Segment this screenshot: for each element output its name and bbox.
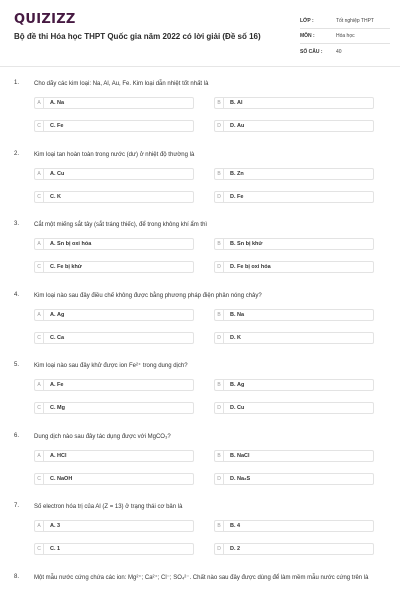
answer-option-box[interactable] — [34, 168, 194, 180]
meta-value: Tốt nghiệp THPT — [336, 18, 374, 24]
answer-value: Fe — [237, 193, 244, 200]
answer-letter: B — [215, 98, 224, 108]
answer-letter: C — [35, 544, 44, 554]
answer-key: C. — [50, 334, 56, 341]
question-number: 3. — [14, 221, 20, 227]
answer-letter: B — [215, 239, 224, 249]
answer-key: B. — [230, 523, 236, 529]
answer-text — [224, 100, 243, 106]
answer-key: A. — [50, 382, 56, 388]
answer-value: HCl — [57, 452, 67, 459]
question-item — [0, 501, 400, 572]
answer-value: Na₂S — [237, 475, 251, 482]
question-item — [0, 149, 400, 220]
answer-key: D. — [230, 193, 236, 200]
answer-text — [44, 264, 82, 270]
answer-key: A. — [50, 170, 56, 177]
answer-key: D. — [230, 546, 236, 552]
answer-option[interactable] — [214, 238, 374, 250]
answer-letter: C — [35, 192, 44, 202]
answer-key: B. — [230, 452, 236, 459]
answer-value: Ag — [57, 311, 65, 318]
answer-key: A. — [50, 523, 56, 529]
answer-option[interactable] — [214, 120, 374, 132]
answer-key: C. — [50, 123, 56, 129]
meta-row-class — [300, 14, 390, 29]
answer-text — [44, 476, 72, 482]
answer-value: Fe bị oxi hóa — [237, 264, 271, 270]
answer-key: C. — [50, 405, 56, 411]
answer-option[interactable] — [214, 261, 374, 273]
answer-text — [44, 194, 61, 200]
answer-key: A. — [50, 311, 56, 318]
answer-text — [224, 523, 240, 529]
answer-text — [224, 171, 244, 177]
answer-option[interactable] — [214, 543, 374, 555]
answer-text — [224, 382, 244, 388]
answer-letter: D — [215, 403, 224, 413]
answer-option-box[interactable] — [214, 120, 374, 132]
answer-key: B. — [230, 311, 236, 318]
answer-option-box[interactable] — [214, 520, 374, 532]
answer-letter: A — [35, 98, 44, 108]
meta-label: SỐ CÂU : — [300, 48, 323, 55]
answer-letter: C — [35, 121, 44, 131]
question-item — [0, 360, 400, 431]
answer-letter: A — [35, 239, 44, 249]
answer-option-box[interactable] — [34, 402, 194, 414]
answer-option[interactable] — [34, 379, 194, 391]
answer-key: B. — [230, 170, 236, 177]
answer-value: Sn bị oxi hóa — [57, 241, 92, 247]
answer-option[interactable] — [34, 309, 194, 321]
question-number: 6. — [14, 432, 20, 439]
answer-option[interactable] — [34, 543, 194, 555]
answer-option[interactable] — [214, 450, 374, 462]
answer-letter: A — [35, 169, 44, 179]
answer-option-box[interactable] — [34, 191, 194, 203]
answer-option[interactable] — [34, 168, 194, 180]
question-text: Cho dãy các kim loại: Na, Al, Au, Fe. Kim loại dẫn nhiệt tốt nhất là — [34, 81, 209, 87]
answer-option[interactable] — [214, 402, 374, 414]
answer-option[interactable] — [34, 450, 194, 462]
answer-option-box[interactable] — [34, 332, 194, 344]
answer-text — [44, 546, 60, 552]
answer-letter: C — [35, 403, 44, 413]
answer-option-box[interactable] — [34, 543, 194, 555]
answer-option[interactable] — [34, 120, 194, 132]
answer-key: C. — [50, 546, 56, 552]
answer-text — [44, 523, 60, 529]
question-number: 1. — [14, 80, 20, 86]
answer-key: B. — [230, 382, 236, 388]
answer-text — [44, 241, 91, 247]
answer-option[interactable] — [214, 332, 374, 344]
answer-option-box[interactable] — [214, 402, 374, 414]
answer-option-box[interactable] — [214, 238, 374, 250]
answer-text — [44, 312, 64, 318]
answer-letter: B — [215, 451, 224, 461]
answer-option-box[interactable] — [214, 450, 374, 462]
meta-label: MÔN : — [300, 33, 315, 39]
answer-key: B. — [230, 241, 236, 247]
answer-option-box[interactable] — [214, 97, 374, 109]
answer-option-box[interactable] — [214, 309, 374, 321]
answer-option[interactable] — [214, 97, 374, 109]
answer-option-box[interactable] — [214, 261, 374, 273]
answer-key: C. — [50, 193, 56, 200]
answer-letter: B — [215, 169, 224, 179]
answer-letter: B — [215, 380, 224, 390]
answer-value: Na — [57, 100, 65, 106]
answer-option-box[interactable] — [214, 473, 374, 485]
answer-option[interactable] — [34, 261, 194, 273]
answer-letter: A — [35, 451, 44, 461]
answer-text — [224, 241, 262, 247]
answer-value: 1 — [57, 546, 61, 552]
answer-text — [44, 335, 64, 341]
meta-label: LỚP : — [300, 18, 314, 24]
answer-option[interactable] — [214, 379, 374, 391]
question-number: 2. — [14, 150, 20, 157]
question-text: Một mẫu nước cứng chứa các ion: Mg²⁺; Ca²⁺; Cl⁻; SO₄²⁻. Chất nào sau đây được dùng để làm mềm mẫu nước cứng trên là — [34, 574, 369, 581]
answer-option-box[interactable] — [34, 238, 194, 250]
question-item — [0, 572, 400, 600]
answer-text — [224, 476, 250, 482]
answer-key: A. — [50, 100, 56, 106]
question-list — [0, 78, 400, 600]
answer-option[interactable] — [34, 191, 194, 203]
answer-text — [224, 264, 271, 270]
question-item — [0, 290, 400, 361]
answer-option-box[interactable] — [34, 450, 194, 462]
question-item — [0, 78, 400, 149]
answer-letter: A — [35, 380, 44, 390]
answer-letter: C — [35, 262, 44, 272]
header-divider — [0, 66, 400, 67]
question-text: Cắt một miếng sắt tây (sắt tráng thiếc), để trong không khí ẩm thì — [34, 222, 208, 228]
answer-text — [224, 453, 250, 459]
answer-value: Cu — [57, 170, 65, 177]
answer-letter: B — [215, 310, 224, 320]
answer-option[interactable] — [34, 97, 194, 109]
question-item — [0, 219, 400, 290]
question-number: 8. — [14, 573, 20, 580]
answer-option-box[interactable] — [34, 309, 194, 321]
answer-text — [44, 382, 63, 388]
answer-text — [224, 194, 243, 200]
answer-letter: D — [215, 192, 224, 202]
answer-option-box[interactable] — [34, 97, 194, 109]
answer-key: D. — [230, 334, 236, 341]
answer-value: K — [57, 193, 62, 200]
answer-key: C. — [50, 264, 56, 270]
answer-option[interactable] — [214, 473, 374, 485]
answer-text — [224, 405, 244, 411]
answer-value: Zn — [237, 170, 244, 177]
answer-option-box[interactable] — [214, 168, 374, 180]
answer-value: Au — [237, 123, 245, 129]
answer-letter: A — [35, 310, 44, 320]
answer-letter: D — [215, 262, 224, 272]
answer-value: Al — [237, 100, 243, 106]
answer-option[interactable] — [214, 309, 374, 321]
answer-option[interactable] — [34, 520, 194, 532]
answer-text — [224, 335, 241, 341]
worksheet-meta — [300, 14, 390, 59]
answer-key: D. — [230, 264, 236, 270]
question-number: 5. — [14, 362, 20, 368]
question-text: Kim loại nào sau đây khử được ion Fe²⁺ trong dung dịch? — [34, 363, 188, 369]
answer-text — [44, 123, 63, 129]
answer-letter: C — [35, 474, 44, 484]
answer-letter: B — [215, 521, 224, 531]
answer-option-box[interactable] — [34, 473, 194, 485]
answer-key: A. — [50, 452, 56, 459]
answer-letter: D — [215, 121, 224, 131]
answer-text — [224, 312, 244, 318]
answer-letter: D — [215, 474, 224, 484]
answer-option[interactable] — [214, 520, 374, 532]
answer-key: A. — [50, 241, 56, 247]
answer-value: Fe bị khử — [57, 264, 82, 270]
answer-value: Fe — [57, 382, 64, 388]
answer-option-box[interactable] — [34, 120, 194, 132]
answer-key: D. — [230, 405, 236, 411]
answer-option-box[interactable] — [34, 261, 194, 273]
answer-value: Cu — [237, 405, 245, 411]
answer-value: 4 — [237, 523, 241, 529]
answer-letter: A — [35, 521, 44, 531]
answer-text — [44, 100, 64, 106]
answer-value: NaCl — [237, 452, 250, 459]
answer-value: Fe — [57, 123, 64, 129]
answer-option-box[interactable] — [214, 379, 374, 391]
answer-text — [44, 405, 65, 411]
meta-row-count — [300, 44, 390, 59]
answer-text — [44, 171, 64, 177]
answer-letter: D — [215, 544, 224, 554]
answer-value: Sn bị khử — [237, 241, 263, 247]
answer-option-box[interactable] — [34, 379, 194, 391]
question-number: 4. — [14, 291, 20, 298]
answer-value: Na — [237, 311, 245, 318]
answer-value: Ca — [57, 334, 65, 341]
question-text: Số electron hóa trị của Al (Z = 13) ở trạng thái cơ bản là — [34, 504, 183, 510]
answer-option[interactable] — [34, 402, 194, 414]
answer-key: B. — [230, 100, 236, 106]
answer-value: Ag — [237, 382, 245, 388]
answer-value: NaOH — [57, 475, 73, 482]
answer-letter: C — [35, 333, 44, 343]
answer-option-box[interactable] — [214, 191, 374, 203]
answer-key: D. — [230, 123, 236, 129]
question-item — [0, 431, 400, 502]
answer-option[interactable] — [34, 473, 194, 485]
answer-option[interactable] — [34, 238, 194, 250]
answer-value: K — [237, 334, 242, 341]
worksheet-header — [0, 0, 400, 60]
question-text: Kim loại tan hoàn toàn trong nước (dư) ở nhiệt độ thường là — [34, 151, 195, 158]
answer-option-box[interactable] — [214, 332, 374, 344]
answer-option[interactable] — [214, 191, 374, 203]
answer-value: Mg — [57, 405, 65, 411]
meta-value: Hóa học — [336, 33, 355, 39]
answer-key: C. — [50, 475, 56, 482]
answer-text — [224, 546, 240, 552]
answer-value: 3 — [57, 523, 61, 529]
question-number: 7. — [14, 503, 20, 509]
answer-text — [224, 123, 244, 129]
answer-letter: D — [215, 333, 224, 343]
answer-value: 2 — [237, 546, 241, 552]
quizizz-logo: QUIZIZZ — [14, 12, 76, 27]
question-text: Dung dịch nào sau đây tác dụng được với MgCO₃? — [34, 433, 171, 440]
answer-option-box[interactable] — [214, 543, 374, 555]
answer-option-box[interactable] — [34, 520, 194, 532]
answer-option[interactable] — [34, 332, 194, 344]
question-text: Kim loại nào sau đây điều chế không được bằng phương pháp điện phân nóng chảy? — [34, 292, 262, 299]
meta-row-subject — [300, 29, 390, 44]
meta-value: 40 — [336, 48, 342, 55]
worksheet-title: Bộ đề thi Hóa học THPT Quốc gia năm 2022 có lời giải (Đề số 16) — [14, 32, 261, 41]
answer-text — [44, 453, 67, 459]
answer-option[interactable] — [214, 168, 374, 180]
answer-key: D. — [230, 475, 236, 482]
